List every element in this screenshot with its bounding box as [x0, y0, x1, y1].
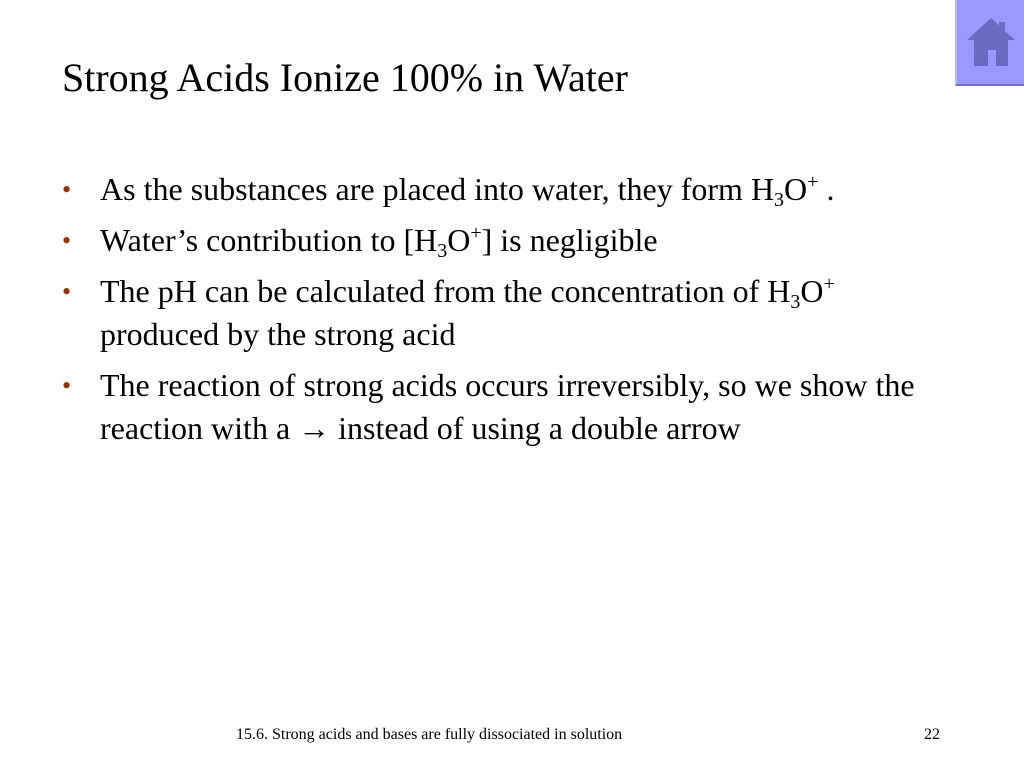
bullet-list	[62, 168, 942, 458]
bullet-item: • As the substances are placed into water, they form $H_3O^+$ .	[62, 168, 942, 211]
bullet-marker: •	[62, 277, 72, 306]
house-icon	[965, 14, 1017, 70]
slide-title: Strong Acids Ionize 100% in Water	[62, 55, 628, 100]
bullet-marker: •	[62, 371, 72, 400]
bullet-item: • The pH can be calculated from the concentration of $H_3O^+$ produced by the strong acid	[62, 270, 942, 356]
bullet-item: • Water’s contribution to $[H_3O^+]$ is negligible	[62, 219, 942, 262]
home-button[interactable]	[955, 0, 1024, 86]
slide-footer: 15.6. Strong acids and bases are fully dissociated in solution	[236, 726, 623, 743]
bullet-marker: •	[62, 226, 72, 255]
bullet-item: • The reaction of strong acids occurs irreversibly, so we show the reaction with a → instead of using a double arrow	[62, 364, 942, 450]
bullet-marker: •	[62, 175, 72, 204]
page-number: 22	[924, 726, 940, 743]
